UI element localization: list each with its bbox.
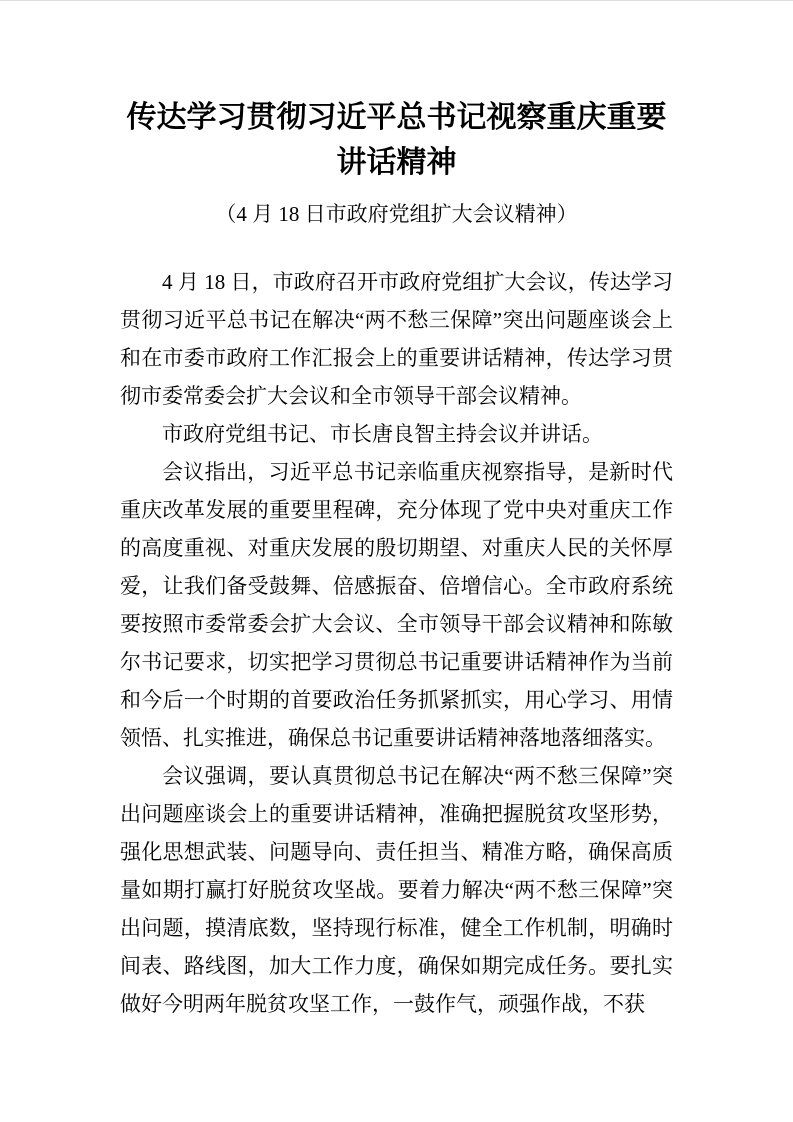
document-body [120, 263, 673, 1023]
paragraph-meeting-pointed-out: 会议指出，习近平总书记亲临重庆视察指导，是新时代重庆改革发展的重要里程碑，充分体现了党中央对重庆工作的高度重视、对重庆发展的殷切期望、对重庆人民的关怀厚爱，让我们备受鼓舞、倍感振奋、倍增信心。全市政府系统要按照市委常委会扩大会议、全市领导干部会议精神和陈敏尔书记要求，切实把学习贯彻总书记重要讲话精神作为当前和今后一个时期的首要政治任务抓紧抓实，用心学习、用情领悟、扎实推进，确保总书记重要讲话精神落地落细落实。 [120, 460, 673, 750]
paragraph-meeting-announcement: 4 月 18 日，市政府召开市政府党组扩大会议，传达学习贯彻习近平总书记在解决“两不愁三保障”突出问题座谈会上和在市委市政府工作汇报会上的重要讲话精神，传达学习贯彻市委常委会扩大会议和全市领导干部会议精神。 [120, 270, 673, 408]
paragraph-meeting-emphasized: 会议强调，要认真贯彻总书记在解决“两不愁三保障”突出问题座谈会上的重要讲话精神，准确把握脱贫攻坚形势，强化思想武装、问题导向、责任担当、精准方略，确保高质量如期打赢打好脱贫攻坚战。要着力解决“两不愁三保障”突出问题，摸清底数，坚持现行标准，健全工作机制，明确时间表、路线图，加大工作力度，确保如期完成任务。要扎实做好今明两年脱贫攻坚工作，一鼓作气，顽强作战，不获 [120, 764, 673, 1016]
document-title: 传达学习贯彻习近平总书记视察重庆重要讲话精神 [126, 101, 667, 179]
document-subtitle: （4 月 18 日市政府党组扩大会议精神） [215, 202, 578, 226]
paragraph-host-statement: 市政府党组书记、市长唐良智主持会议并讲话。 [162, 422, 603, 446]
